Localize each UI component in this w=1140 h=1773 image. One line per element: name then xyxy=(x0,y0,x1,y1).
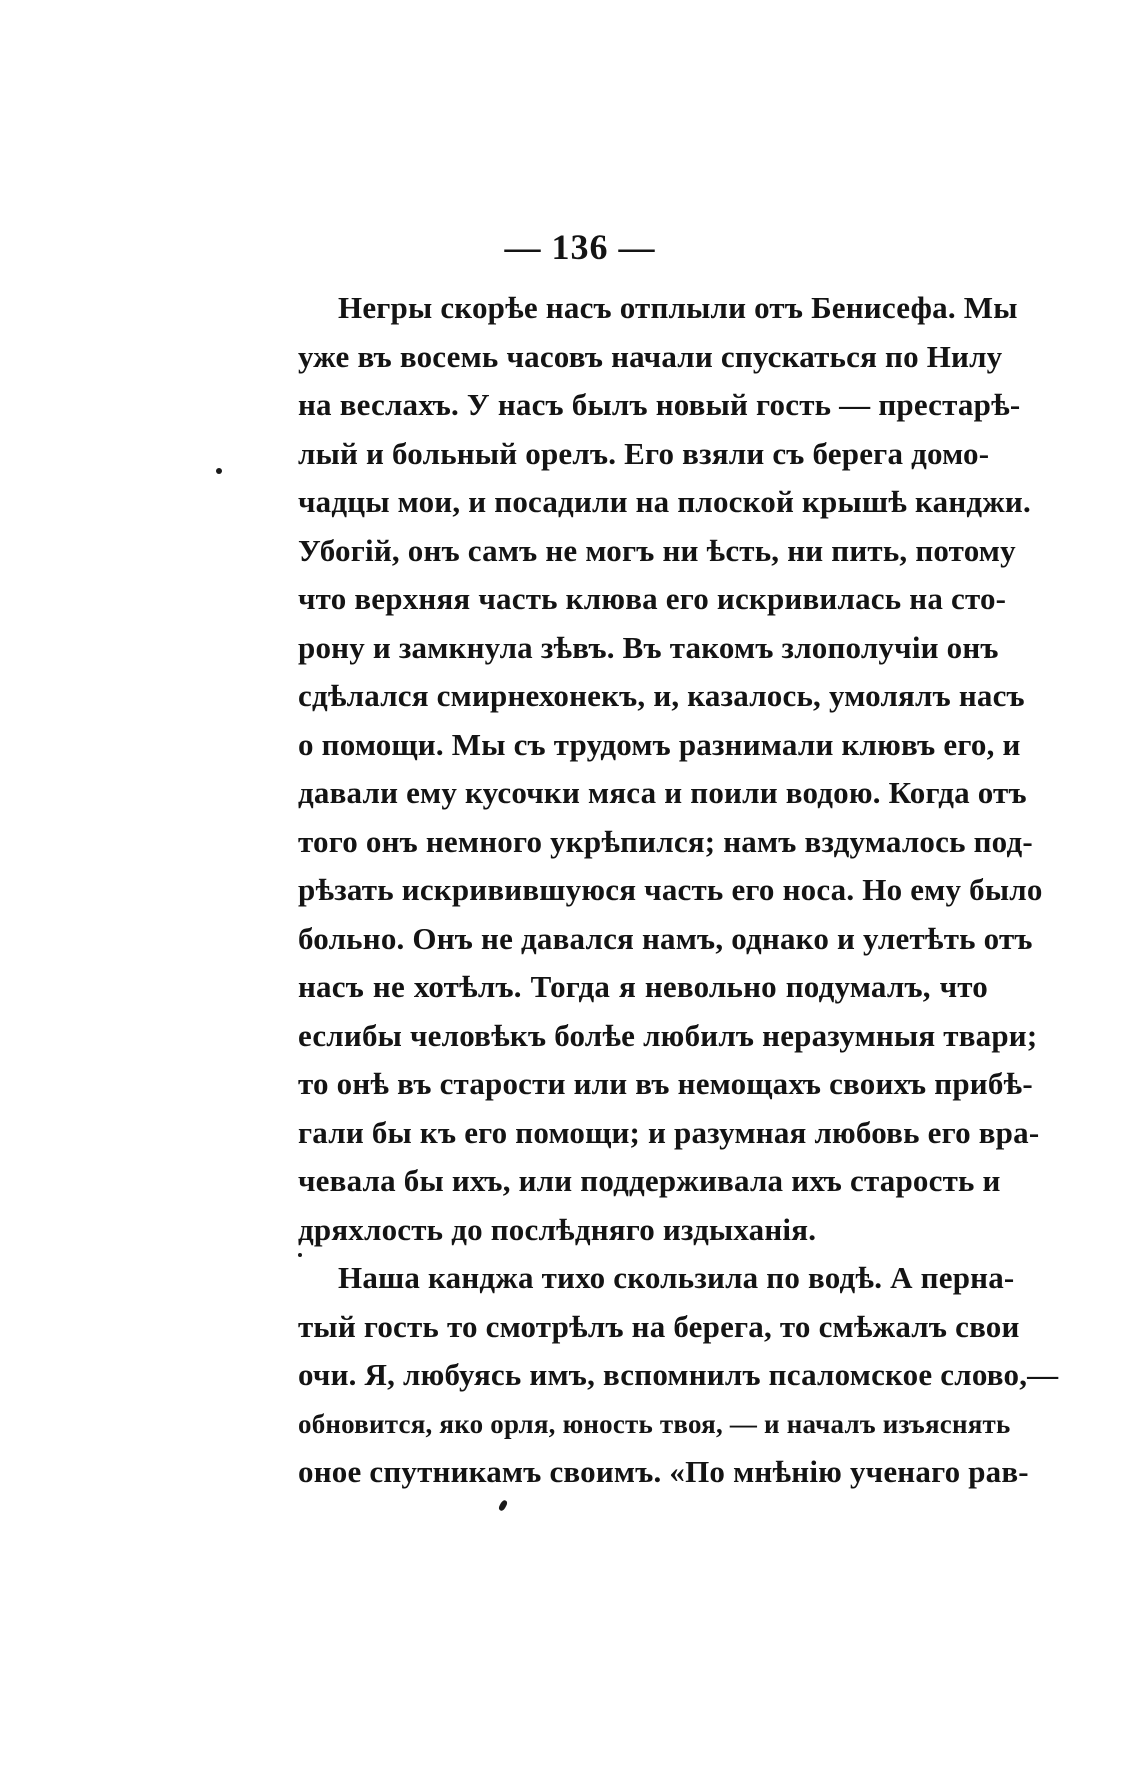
text-line: оное спутникамъ своимъ. «По мнѣнію ученаго рав- xyxy=(298,1454,1029,1489)
text-line: чевала бы ихъ, или поддерживала ихъ старость и xyxy=(298,1163,1001,1198)
text-line: о помощи. Мы съ трудомъ разнимали клювъ его, и xyxy=(298,726,1021,762)
text-line: лый и больный орелъ. Его взяли съ берега домо- xyxy=(298,435,990,471)
text-line: Убогій, онъ самъ не могъ ни ѣсть, ни пить, потому xyxy=(298,532,1016,568)
text-line: что верхняя часть клюва его искривилась на сто- xyxy=(298,581,1007,616)
ink-speck xyxy=(216,468,222,474)
text-line: того онъ немного укрѣпился; намъ вздумалось под- xyxy=(298,823,1033,859)
text-line: сдѣлался смирнехонекъ, и, казалось, умолялъ насъ xyxy=(298,678,1025,713)
text-line: дряхлость до послѣдняго издыханія. xyxy=(298,1211,817,1247)
body-text xyxy=(298,284,1059,1497)
text-line: очи. Я, любуясь имъ, вспомнилъ псаломское слово,— xyxy=(298,1357,1059,1392)
text-line: давали ему кусочки мяса и поили водою. Когда отъ xyxy=(298,775,1027,810)
text-line: больно. Онъ не давался намъ, однако и улетѣть отъ xyxy=(298,920,1033,956)
ink-speck xyxy=(298,1253,302,1257)
text-line: то онѣ въ старости или въ немощахъ своихъ прибѣ- xyxy=(298,1066,1033,1101)
text-line: насъ не хотѣлъ. Тогда я невольно подумалъ, что xyxy=(298,969,988,1004)
text-line: тый гость то смотрѣлъ на берега, то смѣжалъ свои xyxy=(298,1308,1020,1344)
text-line: рѣзать искривившуюся часть его носа. Но ему было xyxy=(298,872,1043,907)
page-number: — 136 — xyxy=(504,227,656,267)
text-line: на веслахъ. У насъ былъ новый гость — престарѣ- xyxy=(298,387,1021,422)
text-line: Негры скорѣе насъ отплыли отъ Бенисефа. Мы xyxy=(338,290,1018,325)
text-line: чадцы мои, и посадили на плоской крышѣ канджи. xyxy=(298,484,1031,519)
text-line: Наша канджа тихо скользила по водѣ. А перна- xyxy=(338,1260,1015,1295)
ink-speck xyxy=(498,1499,509,1512)
text-line: гали бы къ его помощи; и разумная любовь его вра- xyxy=(298,1114,1040,1150)
text-line: еслибы человѣкъ болѣе любилъ неразумныя твари; xyxy=(298,1017,1038,1053)
text-line: рону и замкнула зѣвъ. Въ такомъ злополучіи онъ xyxy=(298,629,999,665)
text-line: уже въ восемь часовъ начали спускаться по Нилу xyxy=(298,338,1003,374)
text-line: обновится, яко орля, юность твоя, — и началъ изъяснять xyxy=(298,1408,1011,1439)
